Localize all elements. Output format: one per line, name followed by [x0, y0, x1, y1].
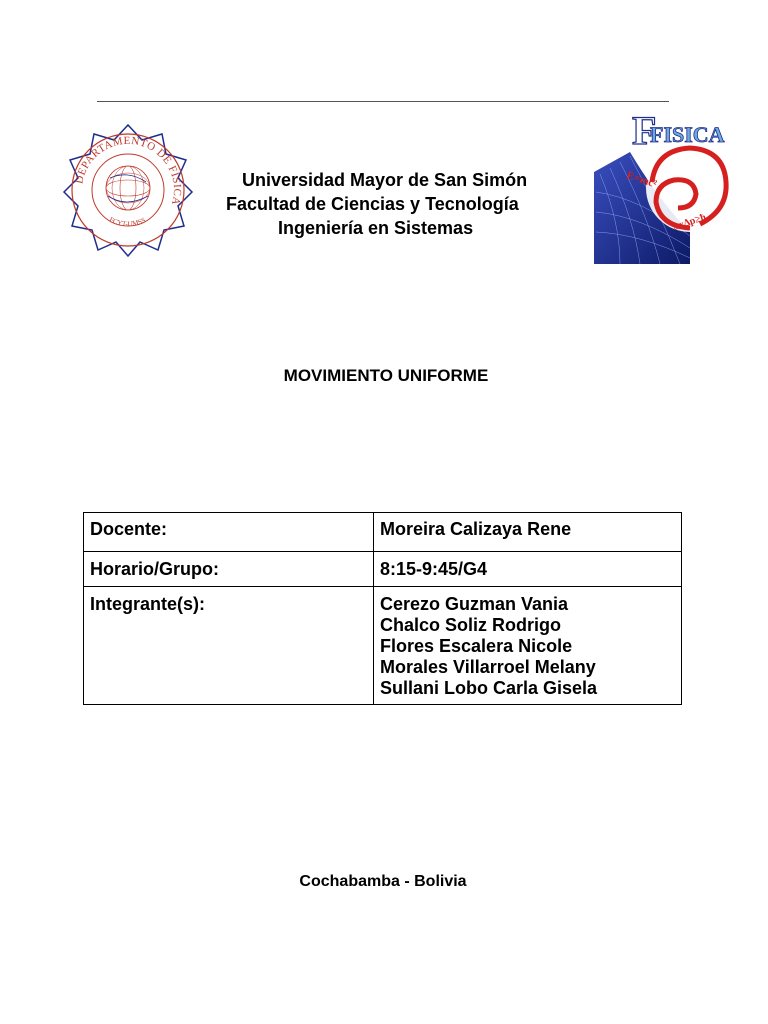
member-name: Flores Escalera Nicole — [380, 636, 573, 656]
seal-ring-text: DEPARTAMENTO DE FISICA — [73, 134, 184, 207]
svg-text:E=mc²: E=mc² — [625, 169, 659, 191]
fisica-logo-icon — [590, 112, 742, 264]
info-table — [83, 512, 682, 705]
table-row — [84, 587, 682, 705]
member-name: Sullani Lobo Carla Gisela — [380, 678, 598, 698]
program-name: Ingeniería en Sistemas — [278, 218, 474, 238]
location-footer: Cochabamba - Bolivia — [299, 873, 467, 890]
seal-bottom-text: FCYT-UMSS — [108, 215, 147, 229]
schedule-value: 8:15-9:45/G4 — [374, 552, 682, 587]
docente-value: Moreira Calizaya Rene — [374, 513, 682, 552]
fisica-logo-title: FISICA — [650, 122, 725, 147]
svg-text:Ϝ: Ϝ — [632, 112, 657, 153]
members-label: Integrante(s): — [84, 587, 374, 705]
members-list — [374, 587, 682, 705]
department-seal-icon — [58, 120, 198, 260]
svg-text:ΔxΔp≥ħ: ΔxΔp≥ħ — [671, 211, 708, 233]
university-name: Universidad Mayor de San Simón — [242, 170, 528, 190]
faculty-name: Facultad de Ciencias y Tecnología — [226, 194, 519, 214]
docente-label: Docente: — [84, 513, 374, 552]
institution-header — [200, 168, 570, 240]
table-row — [84, 552, 682, 587]
member-name: Cerezo Guzman Vania — [380, 594, 569, 614]
member-name: Chalco Soliz Rodrigo — [380, 615, 562, 635]
schedule-label: Horario/Grupo: — [84, 552, 374, 587]
top-rule — [97, 101, 669, 102]
member-name: Morales Villarroel Melany — [380, 657, 596, 677]
table-row — [84, 513, 682, 552]
document-title: MOVIMIENTO UNIFORME — [283, 366, 489, 385]
